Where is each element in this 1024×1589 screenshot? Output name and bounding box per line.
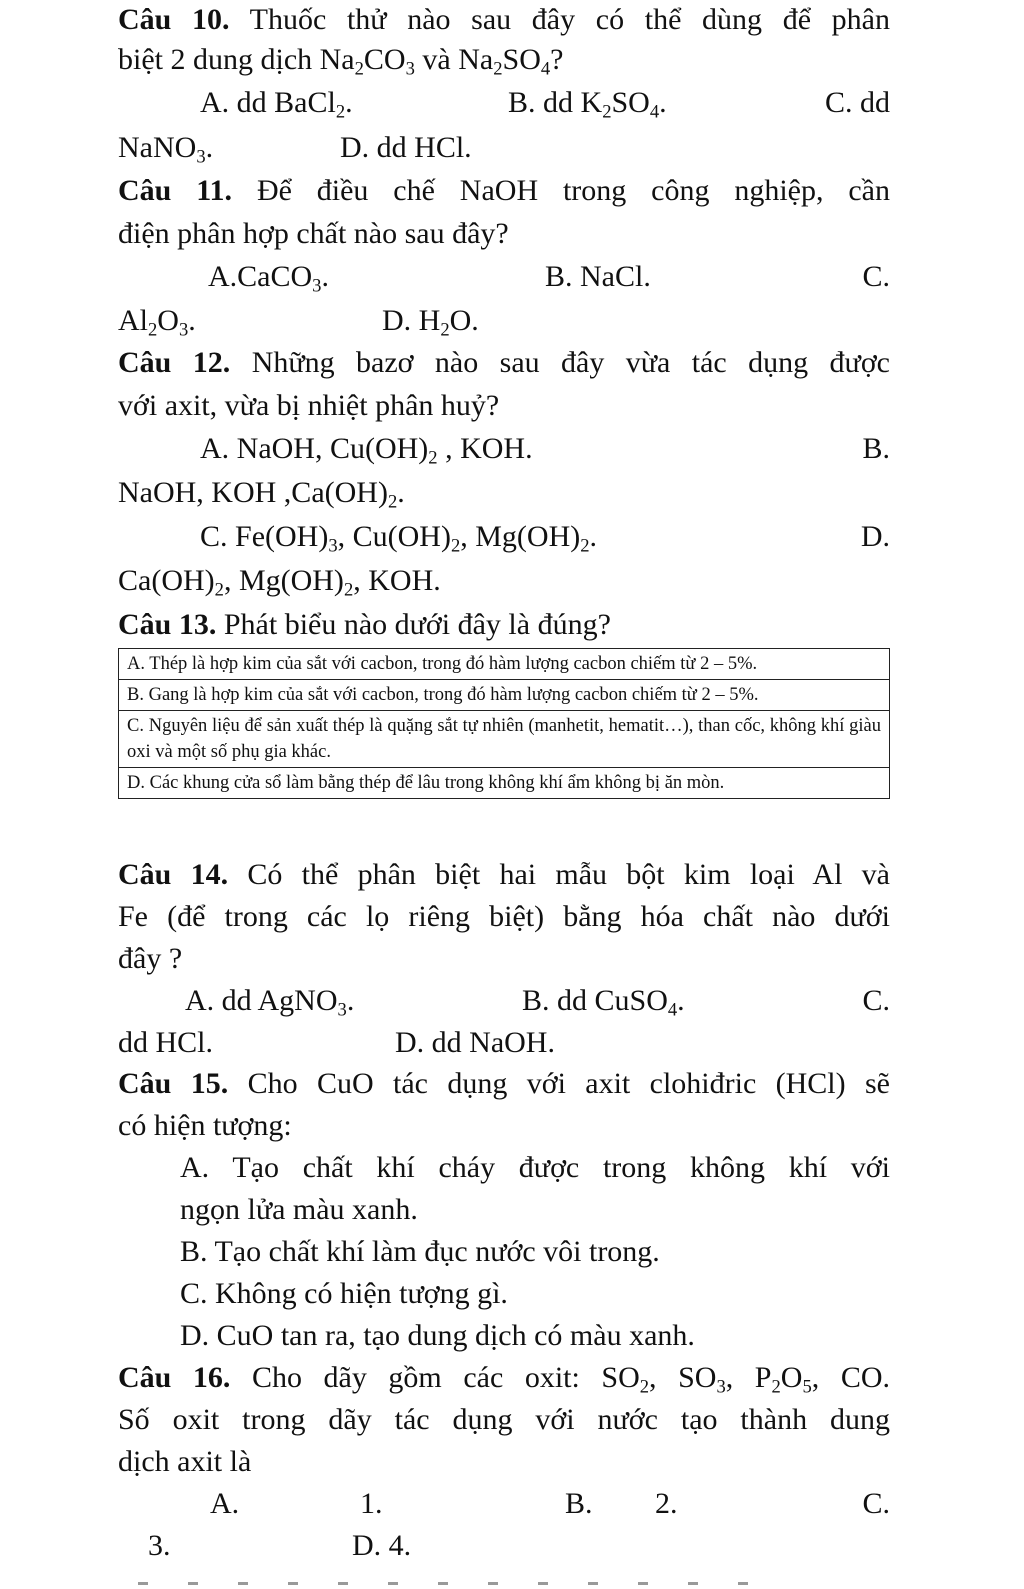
q13-number: Câu 13. — [118, 608, 217, 641]
q14-option-b: B. dd CuSO$_4$. — [522, 984, 685, 1021]
q16-option-a-value: 1. — [360, 1487, 383, 1520]
q15-option-a-line1: A. Tạo chất khí cháy được trong không khí với — [180, 1151, 890, 1184]
q12-option-a: A. NaOH, $Cu(OH)_2$ , KOH. — [200, 432, 533, 469]
q14-line3: đây ? — [118, 942, 183, 975]
q12-option-d-label: D. — [860, 520, 890, 553]
q11-option-b: B. NaCl. — [545, 260, 651, 293]
q15-option-b: B. Tạo chất khí làm đục nước vôi trong. — [180, 1235, 660, 1268]
q12-line1: Câu 12. Những bazơ nào sau đây vừa tác dụng được — [118, 346, 890, 379]
q13-line1: Câu 13. Phát biểu nào dưới đây là đúng? — [118, 608, 611, 641]
q13-option-a: A. Thép là hợp kim của sắt với cacbon, trong đó hàm lượng cacbon chiếm từ 2 – 5%. — [127, 654, 758, 674]
q15-number: Câu 15. — [118, 1067, 229, 1100]
q14-line1: Câu 14. Có thể phân biệt hai mẫu bột kim loại Al và — [118, 858, 891, 891]
q16-option-b-value: 2. — [655, 1487, 678, 1520]
q16-line3: dịch axit là — [118, 1445, 252, 1478]
q15-option-a-line2: ngọn lửa màu xanh. — [180, 1193, 418, 1226]
q16-line1: Câu 16. Cho dãy gồm các oxit: $SO_2$, $SO_3$, $P_2O_5$, CO. — [118, 1361, 890, 1398]
q13-option-d: D. Các khung cửa sổ làm bằng thép để lâu trong không khí ẩm không bị ăn mòn. — [119, 767, 889, 798]
q12-option-c: C. $Fe(OH)_3$, $Cu(OH)_2$, $Mg(OH)_2$. — [200, 520, 598, 557]
q14-option-d: D. dd NaOH. — [395, 1026, 555, 1059]
q11-line1: Câu 11. Để điều chế NaOH trong công nghiệp, cần — [118, 174, 890, 207]
q14-option-c-label: C. — [862, 984, 890, 1017]
q11-option-d: D. $H_2O$. — [382, 304, 479, 341]
q13-option-c: C. Nguyên liệu để sản xuất thép là quặng sắt tự nhiên (manhetit, hematit…), than cốc, không khí giàu oxi và một số phụ gia khác. — [119, 710, 889, 767]
q12-option-b-label: B. — [862, 432, 890, 465]
q16-option-c-value: 3. — [148, 1529, 171, 1562]
q12-number: Câu 12. — [118, 346, 231, 379]
q16-number: Câu 16. — [118, 1361, 231, 1394]
q15-line1: Câu 15. Cho CuO tác dụng với axit clohiđric (HCl) sẽ — [118, 1067, 890, 1100]
q15-line2: có hiện tượng: — [118, 1109, 292, 1142]
q14-line2: Fe (để trong các lọ riêng biệt) bằng hóa chất nào dưới — [118, 900, 890, 933]
q10-option-b: B. dd $K_2SO_4$. — [508, 86, 667, 123]
q10-option-c-label: C. dd — [824, 86, 890, 119]
q11-line2: điện phân hợp chất nào sau đây? — [118, 217, 509, 250]
q15-option-c: C. Không có hiện tượng gì. — [180, 1277, 508, 1310]
q14-number: Câu 14. — [118, 858, 229, 891]
q16-option-d: D. 4. — [352, 1529, 412, 1562]
q13-option-b: B. Gang là hợp kim của sắt với cacbon, trong đó hàm lượng cacbon chiếm từ 2 – 5%. — [119, 679, 889, 710]
q13-options-table — [118, 648, 890, 799]
q16-option-b-label: B. — [565, 1487, 593, 1520]
q11-option-c-label: C. — [862, 260, 890, 293]
q16-line2: Số oxit trong dãy tác dụng với nước tạo thành dung — [118, 1403, 890, 1436]
q16-option-a-label: A. — [210, 1487, 240, 1520]
q12-option-d: $Ca(OH)_2$, $Mg(OH)_2$, KOH. — [118, 564, 441, 601]
q10-line2: biệt 2 dung dịch $Na_2CO_3$ và $Na_2SO_4$? — [118, 43, 564, 80]
q15-option-d: D. CuO tan ra, tạo dung dịch có màu xanh. — [180, 1319, 695, 1352]
q10-line1: Câu 10. Thuốc thử nào sau đây có thể dùng để phân — [118, 3, 890, 36]
q11-number: Câu 11. — [118, 174, 233, 207]
q10-option-d: D. dd HCl. — [340, 131, 472, 164]
cropped-next-line — [118, 1572, 890, 1589]
q16-option-c-label: C. — [862, 1487, 890, 1520]
q11-option-c: $Al_2O_3$. — [118, 304, 196, 341]
q10-number: Câu 10. — [118, 3, 230, 36]
q10-option-a: A. dd BaCl$_2$. — [200, 86, 353, 123]
q14-option-a: A. dd AgNO$_3$. — [185, 984, 355, 1021]
q14-option-c: dd HCl. — [118, 1026, 214, 1059]
q12-line2: với axit, vừa bị nhiệt phân huỷ? — [118, 389, 500, 422]
q12-option-b: NaOH, KOH $,Ca(OH)_2$. — [118, 476, 405, 513]
q10-option-c: NaNO$_3$. — [118, 131, 214, 168]
q11-option-a: A.CaCO$_3$. — [208, 260, 329, 297]
